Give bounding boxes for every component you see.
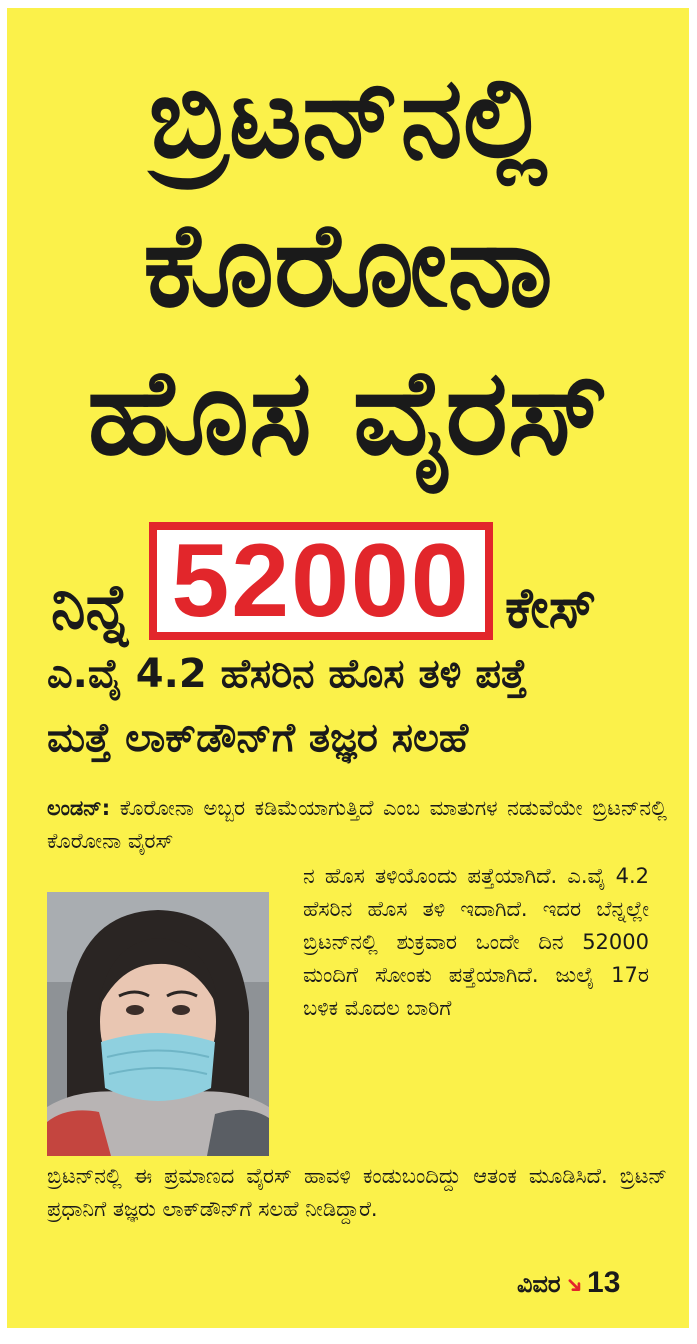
article-wrap-text: ನ ಹೊಸ ತಳಿಯೊಂದು ಪತ್ತೆಯಾಗಿದೆ. ಎ.ವೈ 4.2 ಹೆಸರಿನ ಹೊಸ ತಳಿ ಇದಾಗಿದೆ. ಇದರ ಬೆನ್ನಲ್ಲೇ ಬ್ರಿಟನ್‌ನಲ್ಲಿ ಶುಕ್ರವಾರ ಒಂದೇ ದಿನ 52000 ಮಂದಿಗೆ ಸೋಂಕು ಪತ್ತೆಯಾಗಿದೆ. ಜುಲೈ 17ರ ಬಳಿಕ ಮೊದಲ ಬಾರಿಗೆ	[303, 864, 649, 1020]
case-count-prefix: ನಿನ್ನೆ	[51, 570, 131, 643]
newspaper-clipping	[7, 8, 689, 1328]
subheadline-line-1: ಎ.ವೈ 4.2 ಹೆಸರಿನ ಹೊಸ ತಳಿ ಪತ್ತೆ	[47, 651, 528, 697]
article-dateline: ಲಂಡನ್:	[47, 796, 111, 820]
continued-label: ವಿವರ	[517, 1270, 561, 1298]
case-count-box	[149, 522, 493, 640]
woman-with-mask-photo	[47, 892, 269, 1156]
subheadline-line-2: ಮತ್ತೆ ಲಾಕ್‌ಡೌನ್‌ಗೆ ತಜ್ಞರ ಸಲಹೆ	[47, 715, 469, 761]
headline-line-2: ಕೊರೋನಾ	[143, 198, 553, 333]
article-intro	[47, 792, 667, 858]
case-count-number: 52000	[157, 530, 485, 632]
continued-on-page[interactable]	[517, 1266, 620, 1300]
arrow-right-icon: ➜	[558, 1270, 590, 1301]
article-closing-text: ಬ್ರಿಟನ್‌ನಲ್ಲಿ ಈ ಪ್ರಮಾಣದ ವೈರಸ್ ಹಾವಳಿ ಕಂಡುಬಂದಿದ್ದು ಆತಂಕ ಮೂಡಿಸಿದೆ. ಬ್ರಿಟನ್ ಪ್ರಧಾನಿಗೆ ತಜ್ಞರು ಲಾಕ್‌ಡೌನ್‌ಗೆ ಸಲಹೆ ನೀಡಿದ್ದಾರೆ.	[47, 1164, 667, 1221]
headline-line-1: ಬ್ರಿಟನ್‌ನಲ್ಲಿ	[148, 53, 548, 183]
case-count-row	[7, 522, 689, 644]
continued-page-number: 13	[587, 1266, 621, 1299]
case-count-suffix: ಕೇಸ್	[505, 576, 597, 641]
article-intro-text: ಕೊರೋನಾ ಅಬ್ಬರ ಕಡಿಮೆಯಾಗುತ್ತಿದೆ ಎಂಬ ಮಾತುಗಳ ನಡುವೆಯೇ ಬ್ರಿಟನ್‌ನಲ್ಲಿ ಕೊರೋನಾ ವೈರಸ್	[47, 796, 667, 853]
headline-line-3: ಹೊಸ ವೈರಸ್	[87, 343, 609, 481]
